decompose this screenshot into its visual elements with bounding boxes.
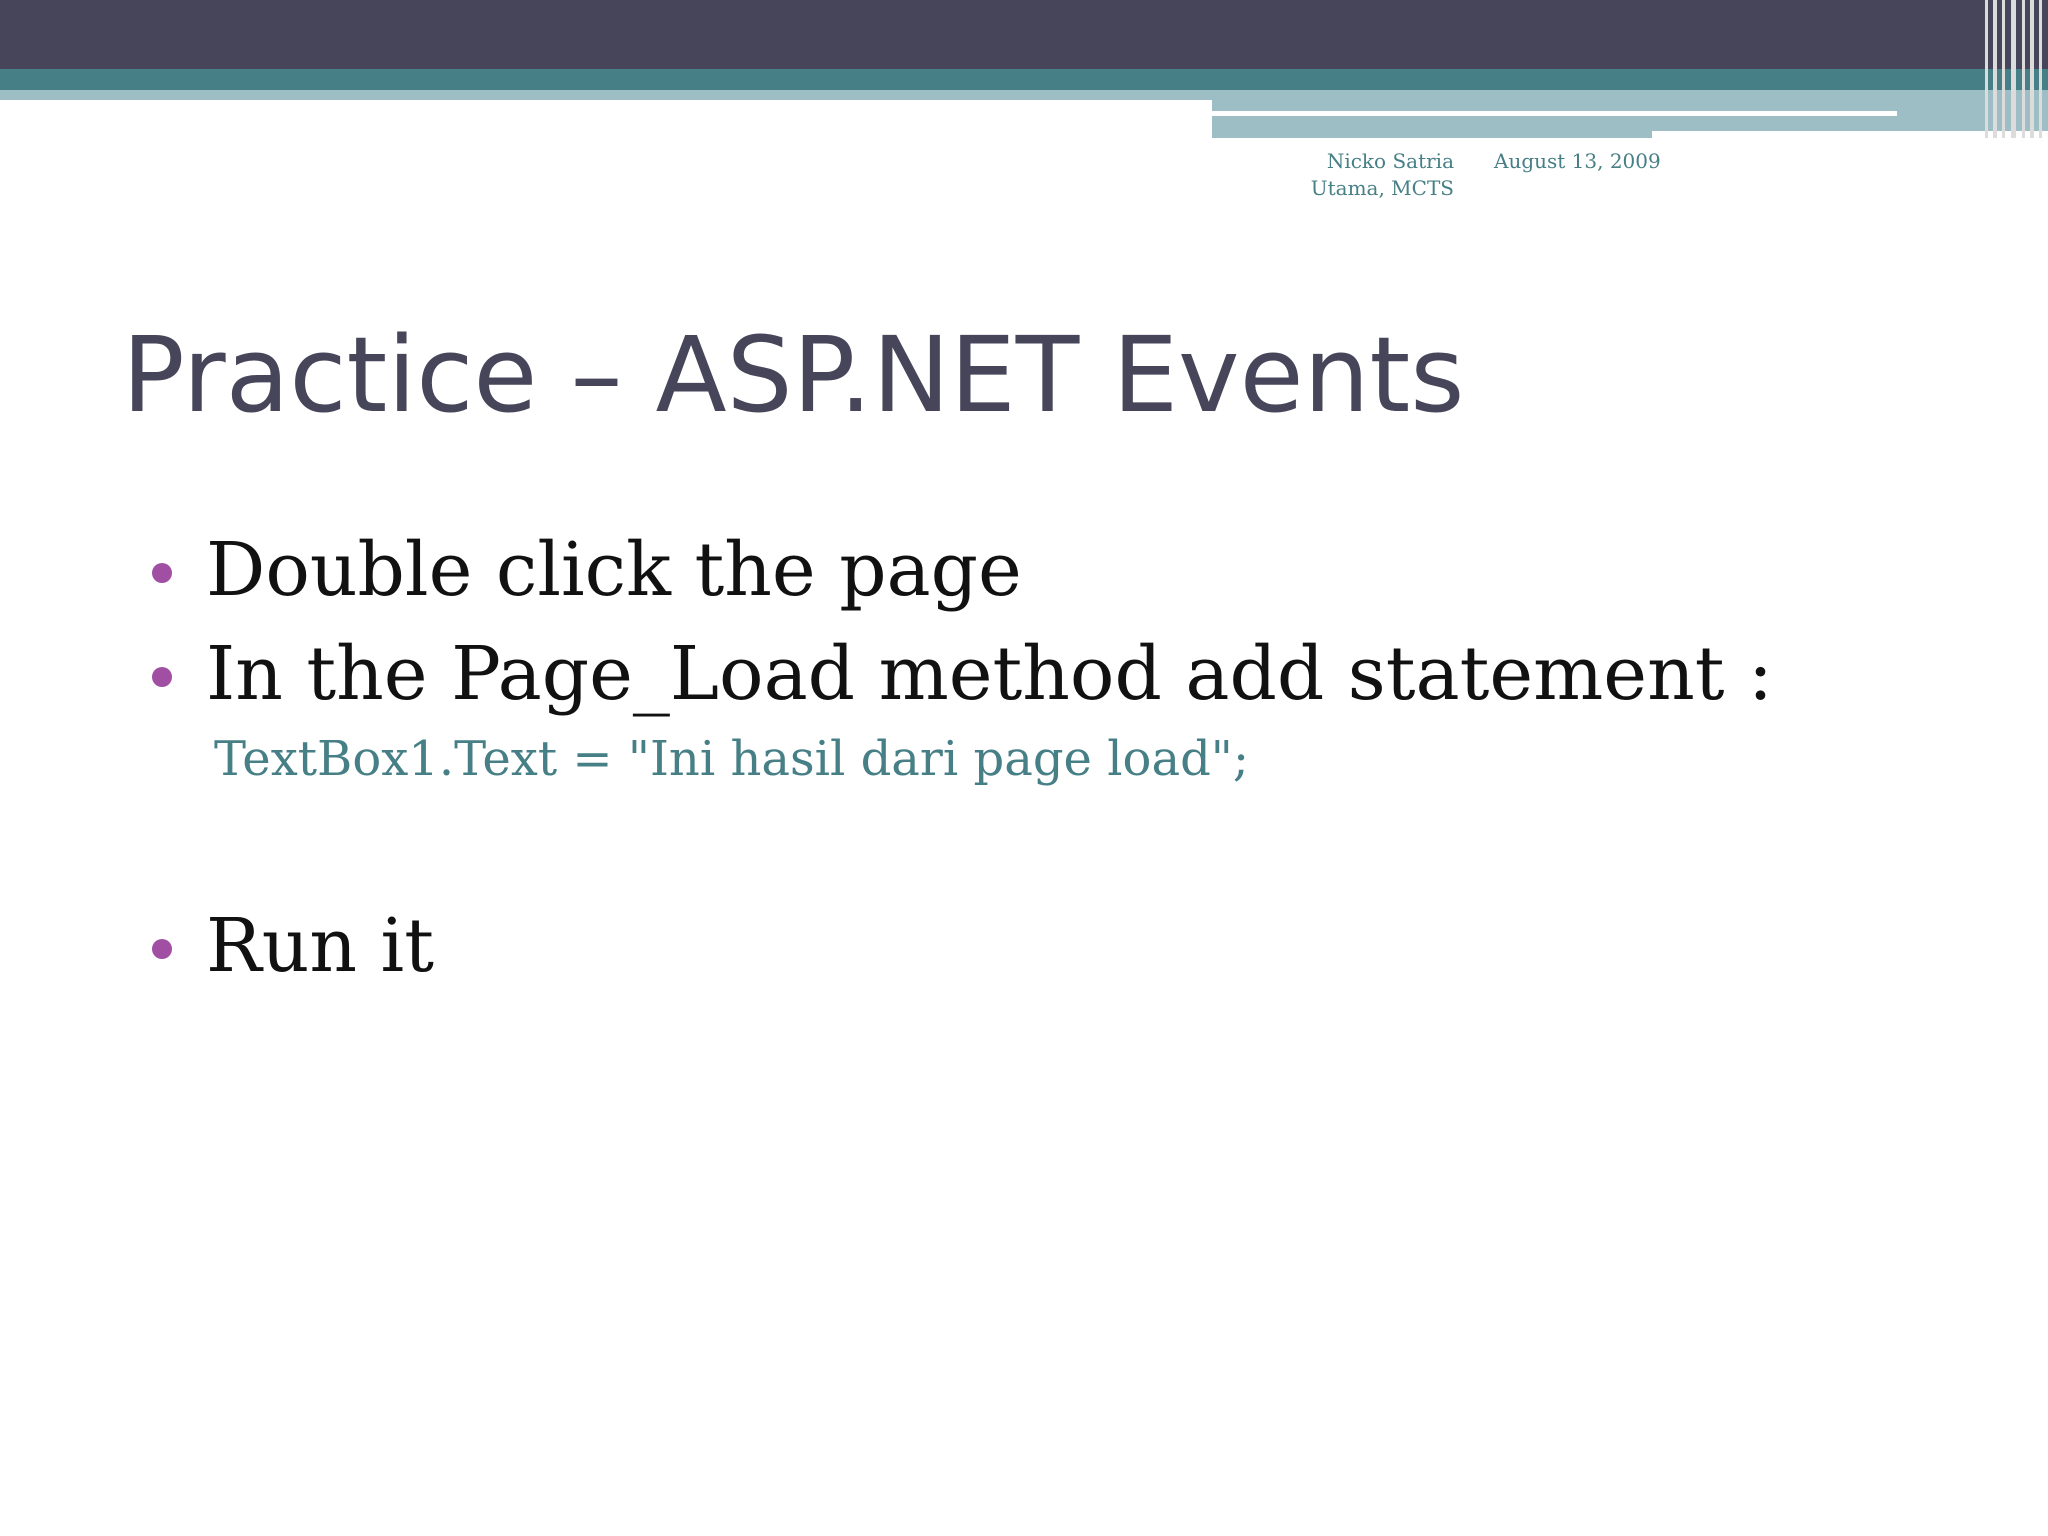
bullet-item [148,622,1948,726]
bullet-marker [152,939,172,959]
bullet-marker [152,667,172,687]
bullet-item [148,894,1948,998]
bullet-marker [152,563,172,583]
header-band-teal [0,69,2048,90]
code-statement: TextBox1.Text = "Ini hasil dari page load"; [214,731,1250,787]
footer-author-line1: Nicko Satria [1326,149,1454,173]
header-band-light-left [0,90,1212,100]
footer-date: August 13, 2009 [1494,149,1661,173]
bullet-text: Double click the page [206,527,1022,613]
bullet-text: In the Page_Load method add statement : [206,631,1773,717]
header-vertical-stripes [1985,0,2048,138]
bullet-item [148,518,1948,622]
footer-author [1250,148,1454,202]
spacer [148,792,1948,894]
bullet-text: Run it [206,903,434,989]
header-white-line [1212,111,1897,116]
slide-title: Practice – ASP.NET Events [122,314,1465,436]
footer-author-line2: Utama, MCTS [1310,176,1454,200]
header-band-dark [0,0,2048,69]
bullet-list [148,518,1948,998]
